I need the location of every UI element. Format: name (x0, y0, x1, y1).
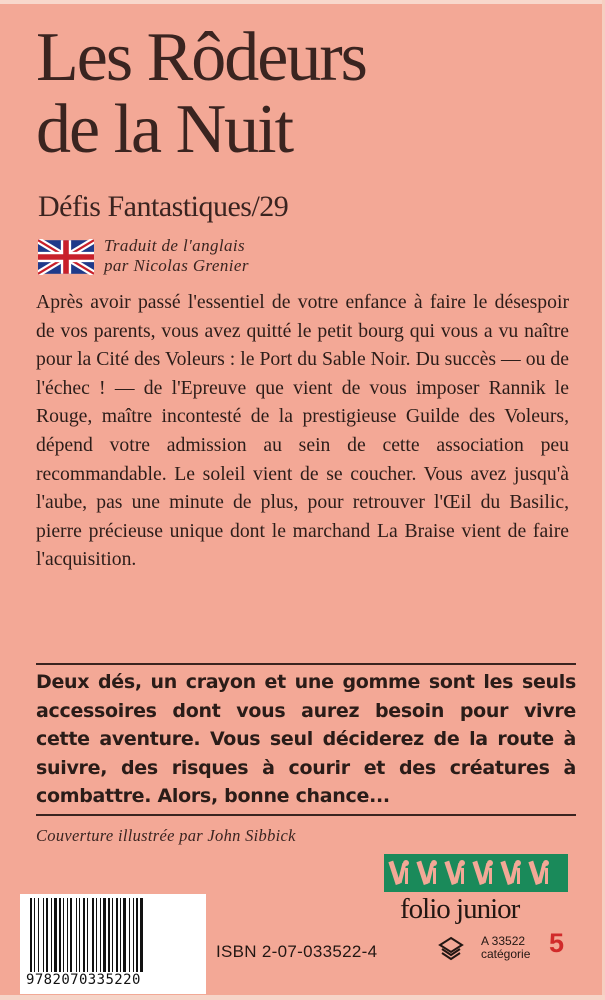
barcode-bar (59, 898, 61, 972)
code-line-1: A 33522 (481, 934, 526, 948)
cover-illustration-credit: Couverture illustrée par John Sibbick (36, 826, 296, 845)
barcode-bar (123, 898, 126, 972)
barcode-bar (140, 898, 143, 972)
barcode-bar (100, 898, 101, 972)
synopsis-text: Après avoir passé l'essentiel de votre enfance à faire le désespoir de vos parents, vous avez quitté le petit bourg qui vous a vu naître pour la Cité des Voleurs : le Port du Sable Noir. Du succès — ou de l'échec ! — de l'Epreuve que vient de vous imposer Rannik le Rouge, maître incontesté de la prestigieuse Guilde des Voleurs, dépend votre admission au sein de cette association peu recommandable. Le soleil vient de se coucher. Vous avez jusqu'à l'aube, pas une minute de plus, pour retrouver l'Œil du Basilic, pierre précieuse unique dont le marchand La Braise vient de faire l'acquisition. (36, 291, 569, 571)
barcode-bar (108, 898, 110, 972)
title-line-1: Les Rôdeurs (36, 19, 366, 96)
imprint-name: folio junior (400, 893, 520, 925)
barcode-bar (96, 898, 97, 972)
barcode-bar (136, 898, 138, 972)
folio-junior-logo-band (384, 854, 568, 892)
isbn-label: ISBN 2-07-033522-4 (216, 942, 378, 961)
barcode-bar (51, 898, 52, 972)
barcode-bar (79, 898, 80, 972)
barcode-bar (116, 898, 118, 972)
barcode-bar (38, 898, 39, 972)
barcode-bar (87, 898, 88, 972)
book-title (36, 19, 366, 168)
tagline-text: Deux dés, un crayon et une gomme sont les seuls accessoires dont vous aurez besoin pour vivre cette aventure. Vous seul déciderez de la route à suivre, des risques à courir et des créatures à combattre. Alors, bonne chance... (36, 671, 576, 808)
barcode-bar (92, 898, 94, 972)
barcode-bar (129, 898, 130, 972)
barcode-bar (112, 898, 113, 972)
barcode-bar (103, 898, 106, 972)
barcode (20, 894, 206, 994)
translated-line-1: Traduit de l'anglais (104, 236, 246, 255)
barcode-bar (83, 898, 85, 972)
translator-credit (104, 236, 249, 276)
barcode-bar (67, 898, 68, 972)
divider-top (36, 663, 576, 665)
code-line-2: catégorie (481, 947, 531, 961)
barcode-bar (43, 898, 44, 972)
series-name: Défis Fantastiques/29 (38, 190, 289, 223)
barcode-bar (76, 898, 77, 972)
barcode-bars (30, 898, 198, 972)
gallimard-logo-icon (437, 935, 465, 961)
translated-line-2: par Nicolas Grenier (104, 256, 249, 275)
uk-flag-icon (38, 239, 94, 275)
barcode-bar (34, 898, 35, 972)
cover-edge-top (0, 0, 605, 4)
barcode-bar (46, 898, 48, 972)
barcode-bar (63, 898, 64, 972)
barcode-number: 9782070335220 (26, 972, 141, 988)
category-number: 5 (549, 928, 565, 958)
barcode-bar (133, 898, 134, 972)
folio-figures-icon (384, 854, 568, 892)
cover-edge-bottom (0, 995, 605, 1000)
barcode-bar (54, 898, 57, 972)
title-line-2: de la Nuit (36, 91, 293, 168)
barcode-bar (70, 898, 72, 972)
barcode-bar (120, 898, 121, 972)
barcode-bar (30, 898, 32, 972)
divider-bottom (36, 814, 576, 816)
product-code (481, 935, 530, 961)
